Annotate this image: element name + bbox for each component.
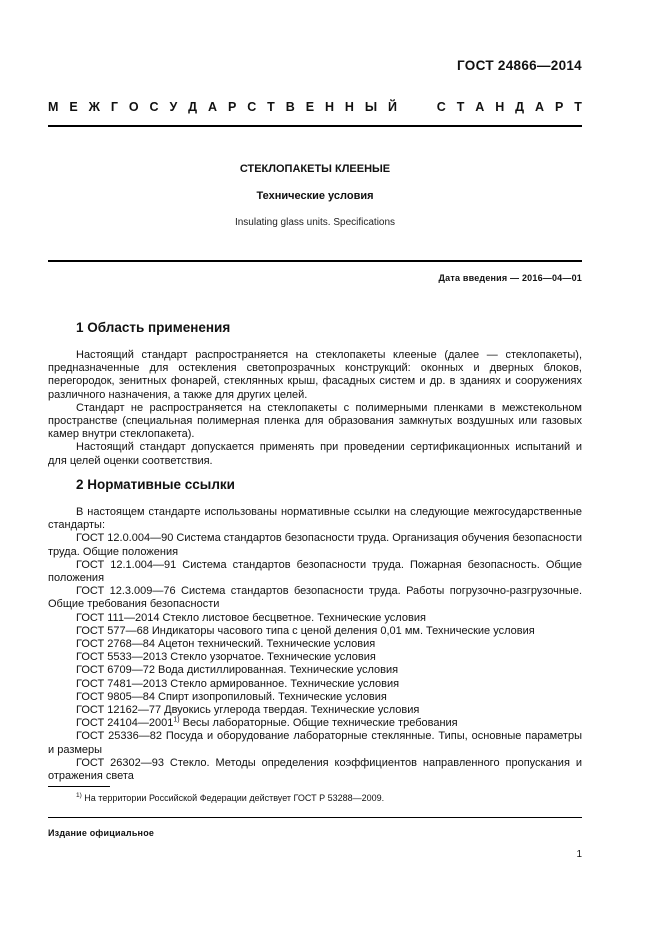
reference-item: ГОСТ 2768—84 Ацетон технический. Технические условия [76, 638, 376, 651]
section-1-paragraph: Стандарт не распространяется на стеклопакеты с полимерными пленками в межстекольном пространстве (специальная полимерная пленка для образования замкнутых воздушных или газовых камер внутри стеклопакета). [48, 401, 582, 441]
footer-divider [48, 817, 582, 818]
reference-item: ГОСТ 25336—82 Посуда и оборудование лабораторные стеклянные. Типы, основные параметры и размеры [48, 730, 582, 756]
title-divider [48, 260, 582, 262]
reference-item: ГОСТ 26302—93 Стекло. Методы определения коэффициентов направленного пропускания и отражения света [48, 756, 582, 783]
standard-type-banner: М Е Ж Г О С У Д А Р С Т В Е Н Н Ы Й С Т А Н Д А Р Т [48, 100, 582, 114]
footnote [76, 793, 384, 803]
reference-item: ГОСТ 5533—2013 Стекло узорчатое. Технические условия [76, 651, 376, 664]
section-2-body [48, 506, 582, 783]
reference-item: ГОСТ 577—68 Индикаторы часового типа с ценой деления 0,01 мм. Технические условия [76, 624, 535, 637]
section-1-paragraph: Настоящий стандарт допускается применять при проведении сертификационных испытаний и для целей оценки соответствия. [48, 441, 582, 467]
section-1-paragraph: Настоящий стандарт распространяется на стеклопакеты клееные (далее — стеклопакеты), предназначенные для остекления светопрозрачных конструкций: оконных и дверных блоков, перегородок, зенитных фонарей, стеклянных крыш, фасадных систем и др. в зданиях и сооружениях различного назначения, а также для других целей. [48, 349, 582, 401]
reference-item: ГОСТ 12.0.004—90 Система стандартов безопасности труда. Организация обучения безопасности труда. Общие положения [48, 532, 582, 558]
footnote-mark: 1) [76, 792, 82, 799]
standard-number: ГОСТ 24866—2014 [457, 58, 582, 73]
page-number: 1 [576, 849, 582, 860]
reference-item: ГОСТ 12162—77 Двуокись углерода твердая. Технические условия [76, 704, 420, 717]
reference-item: ГОСТ 7481—2013 Стекло армированное. Технические условия [76, 677, 400, 690]
section-2-intro: В настоящем стандарте использованы нормативные ссылки на следующие межгосударственные стандарты: [48, 506, 582, 532]
reference-item: ГОСТ 24104—2001$^{1)}$ Весы лабораторные. Общие технические требования [76, 716, 458, 730]
section-1-heading: 1 Область применения [76, 320, 231, 335]
top-divider [48, 125, 582, 127]
reference-item: ГОСТ 12.1.004—91 Система стандартов безопасности труда. Пожарная безопасность. Общие положения [48, 558, 582, 585]
reference-item: ГОСТ 9805—84 Спирт изопропиловый. Технические условия [76, 690, 387, 703]
document-subtitle: Технические условия [256, 190, 374, 202]
footnote-ref-mark: 1) [173, 716, 180, 724]
document-title: СТЕКЛОПАКЕТЫ КЛЕЕНЫЕ [239, 163, 391, 175]
footnote-divider [48, 786, 110, 787]
section-1-body [48, 349, 582, 468]
introduction-date: Дата введения — 2016—04—01 [438, 273, 582, 283]
english-title: Insulating glass units. Specifications [234, 217, 396, 228]
reference-item: ГОСТ 6709—72 Вода дистиллированная. Технические условия [76, 664, 399, 677]
reference-list [48, 532, 582, 783]
section-2-heading: 2 Нормативные ссылки [76, 477, 235, 492]
reference-item: ГОСТ 12.3.009—76 Система стандартов безопасности труда. Работы погрузочно-разгрузочные. Общие требования безопасности [48, 585, 582, 611]
footnote-text: На территории Российской Федерации действует ГОСТ Р 53288—2009. [84, 793, 385, 803]
edition-label: Издание официальное [48, 828, 155, 838]
reference-item: ГОСТ 111—2014 Стекло листовое бесцветное. Технические условия [76, 611, 426, 624]
